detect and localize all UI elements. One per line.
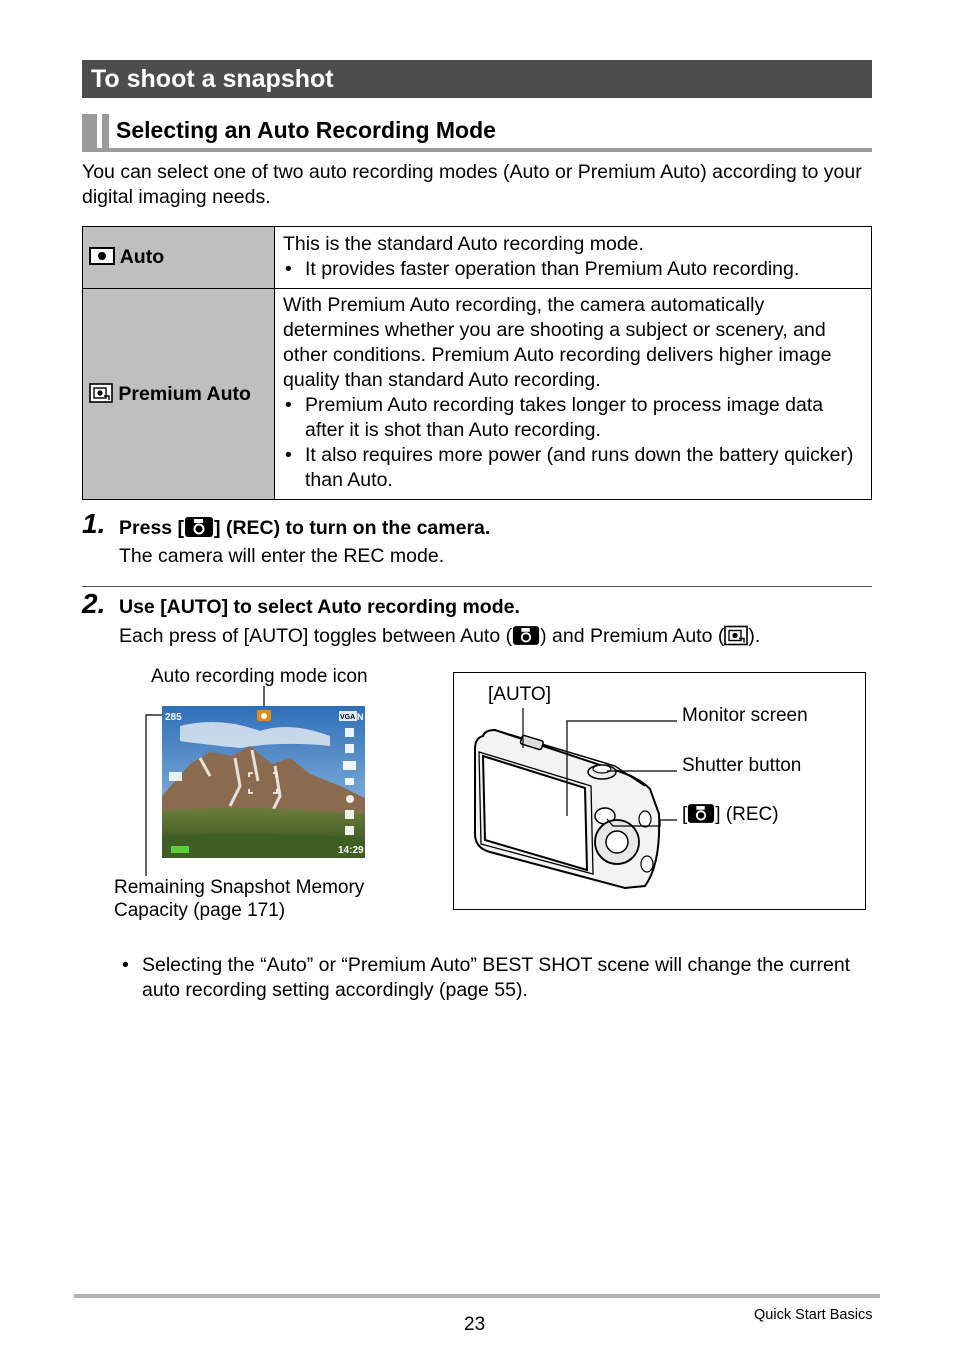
bullet-dot: • (122, 954, 129, 976)
table-row-premium-auto (83, 289, 872, 500)
mode-description-cell (275, 227, 872, 289)
step-number: 2. (82, 588, 106, 619)
intro-paragraph: You can select one of two auto recording modes (Auto or Premium Auto) according to your digital imaging needs. (82, 161, 862, 208)
mode-label-auto: Auto (119, 246, 165, 268)
step-body: The camera will enter the REC mode. (119, 545, 445, 567)
premium-auto-icon (724, 625, 748, 646)
label-shutter-button: Shutter button (682, 755, 802, 776)
label-auto-button: [AUTO] (488, 684, 551, 705)
camera-auto-icon (512, 625, 540, 646)
label-line: Capacity (page 171) (114, 900, 286, 921)
subsection-heading (82, 114, 872, 152)
footer-section-name: Quick Start Basics (754, 1307, 873, 1323)
step-number: 1. (82, 508, 106, 539)
shot-count-readout: 285 (165, 712, 182, 723)
step-body-text: Each press of [AUTO] toggles between Auto ( (119, 625, 513, 647)
note-text: Selecting the “Auto” or “Premium Auto” BEST SHOT scene will change the current auto recording setting accordingly (page 55). (142, 954, 851, 1001)
flash-icon (169, 772, 182, 781)
label-text: [ (682, 804, 688, 825)
subsection-title: Selecting an Auto Recording Mode (116, 117, 496, 143)
note-list-item (120, 953, 860, 1003)
monitor-screen-figure (140, 686, 380, 878)
auto-mode-icon (89, 246, 115, 266)
battery-icon (171, 846, 189, 853)
list-item: • Premium Auto recording takes longer to process image data after it is shot than Auto recording. (283, 393, 863, 443)
step-body-text: ) and Premium Auto ( (540, 625, 725, 647)
camera-rec-icon (687, 803, 715, 824)
heading-bar-decoration (82, 114, 97, 148)
label-line: Remaining Snapshot Memory (114, 877, 365, 898)
label-monitor-screen: Monitor screen (682, 705, 808, 726)
step-title-text: ] (REC) to turn on the camera. (214, 517, 491, 539)
auto-recording-mode-icon (257, 710, 271, 721)
page-number: 23 (464, 1314, 486, 1335)
table-row-auto (83, 227, 872, 289)
figure-label-mode-icon: Auto recording mode icon (151, 666, 368, 687)
section-title: To shoot a snapshot (82, 60, 872, 98)
recording-mode-table (82, 226, 872, 500)
step-title: Use [AUTO] to select Auto recording mode. (119, 596, 520, 618)
bullet-text: It also requires more power (and runs down the battery quicker) than Auto. (305, 444, 854, 491)
mode-label-premium-auto: Premium Auto (118, 382, 251, 405)
label-text: ] (REC) (715, 804, 779, 825)
mode-description-lead: With Premium Auto recording, the camera automatically determines whether you are shooting a subject or scenery, and other conditions. Premium Auto recording delivers higher image quality than standard Auto recording. (283, 294, 832, 391)
step-body-text: ). (748, 625, 761, 647)
step-title (119, 516, 490, 540)
premium-auto-icon (89, 383, 113, 403)
mode-description-lead: This is the standard Auto recording mode. (283, 232, 644, 255)
footer-rule (74, 1294, 880, 1298)
clock-readout: 14:29 (338, 845, 364, 856)
landscape-photo (162, 706, 365, 858)
bullet-text: It provides faster operation than Premium Auto recording. (305, 257, 800, 280)
bullet-text: Premium Auto recording takes longer to process image data after it is shot than Auto recording. (305, 394, 824, 441)
step-body (119, 624, 760, 649)
list-item: • It also requires more power (and runs down the battery quicker) than Auto. (283, 443, 863, 493)
mode-label-cell (83, 227, 275, 289)
camera-rec-icon (184, 516, 214, 538)
step-title-text: Press [ (119, 517, 185, 539)
image-size-label: VGA (340, 714, 356, 721)
list-item: • It provides faster operation than Premium Auto recording. (285, 257, 800, 280)
mode-label-cell (83, 289, 275, 500)
mode-description-cell (275, 289, 872, 500)
heading-bar-decoration-thin (102, 114, 109, 148)
step-divider (82, 586, 872, 587)
label-rec-button (682, 803, 779, 826)
quality-label: N (357, 712, 364, 722)
figure-label-remaining-capacity (114, 876, 364, 922)
